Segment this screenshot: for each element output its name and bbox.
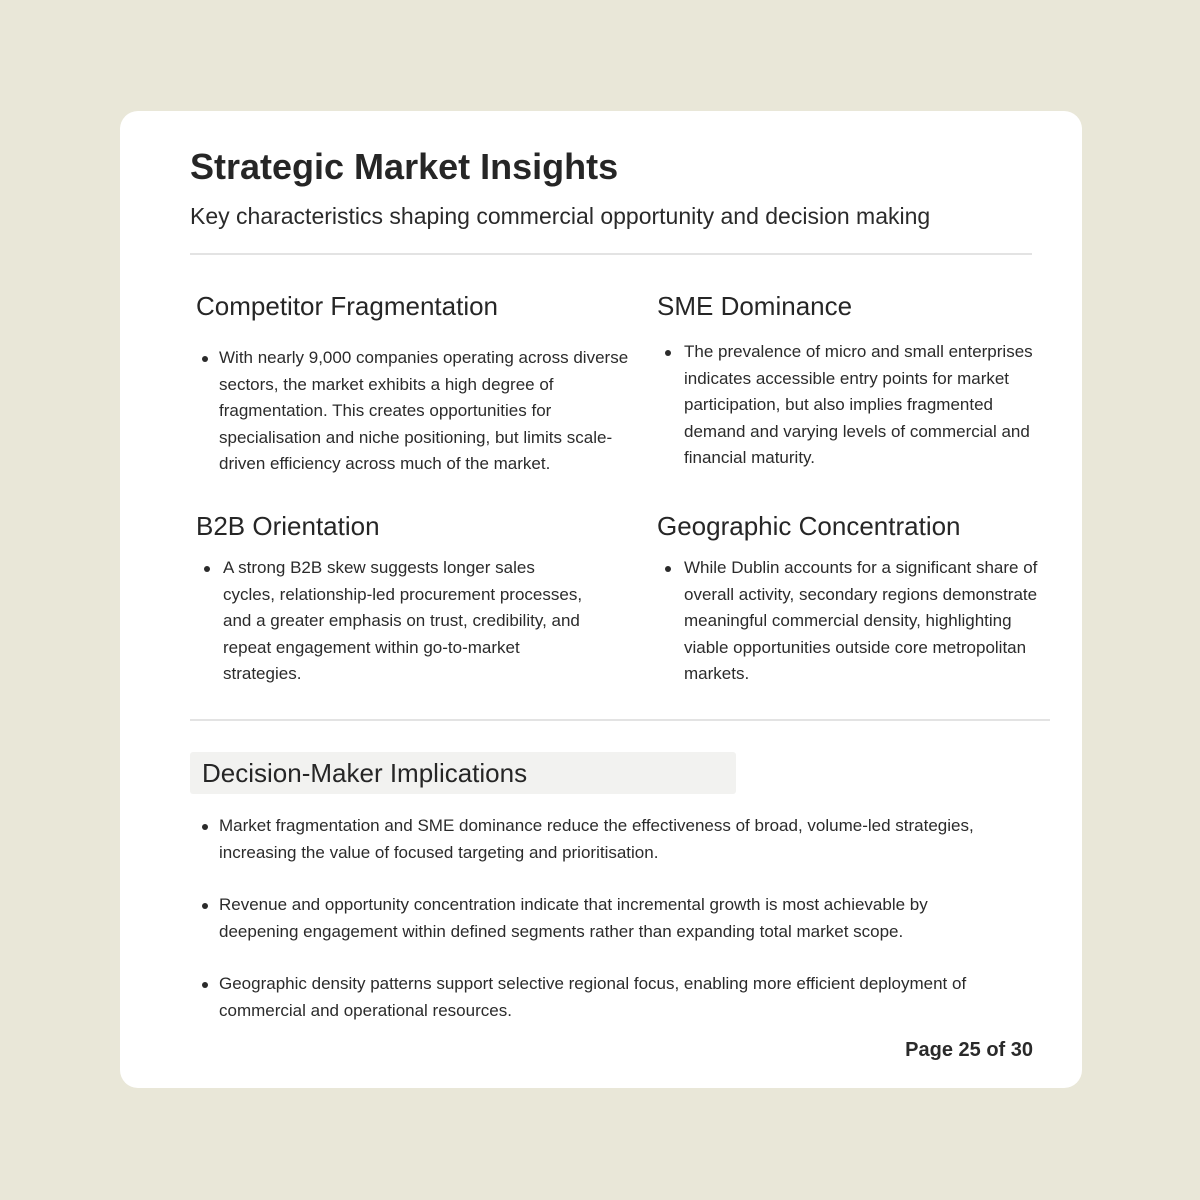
section-heading: B2B Orientation [196,511,380,541]
list-item-text: Revenue and opportunity concentration indicate that incremental growth is most achievable by deepening engagement within defined segments rather than expanding total market scope. [219,895,928,941]
bullet-list [657,339,1047,472]
implications-list [196,813,996,1050]
bullet-dot [202,356,208,362]
list-item [657,339,1039,472]
implications-heading: Decision-Maker Implications [202,758,528,788]
bullet-list [196,555,616,688]
list-item [196,555,591,688]
bullet-dot [665,350,671,356]
section-heading: Competitor Fragmentation [196,291,499,321]
bullet-list [196,345,636,478]
page-number: Page 25 of 30 [905,1039,1033,1061]
bullet-list [657,555,1047,688]
list-item-text: Market fragmentation and SME dominance reduce the effectiveness of broad, volume-led strategies, increasing the value of focused targeting and prioritisation. [219,816,974,862]
list-item [196,971,996,1024]
bullet-dot [202,824,208,830]
section-b2b-orientation [196,509,616,688]
page-title: Strategic Market Insights [190,146,619,187]
list-item [196,813,996,866]
section-geographic-concentration [657,509,1047,688]
list-item-text: With nearly 9,000 companies operating across diverse sectors, the market exhibits a high degree of fragmentation. This creates opportunities for specialisation and niche positioning, but limits scale-driven efficiency across much of the market. [219,348,629,473]
list-item [657,555,1039,688]
list-item [196,892,996,945]
header-divider [190,253,1032,255]
section-competitor-fragmentation [196,289,636,478]
list-item [196,345,629,478]
section-sme-dominance [657,289,1047,472]
bullet-dot [202,982,208,988]
list-item-text: While Dublin accounts for a significant share of overall activity, secondary regions demonstrate meaningful commercial density, highlighting viable opportunities outside core metropolitan markets. [684,558,1038,683]
list-item-text: Geographic density patterns support selective regional focus, enabling more efficient deployment of commercial and operational resources. [219,974,967,1020]
section-heading: SME Dominance [657,291,853,321]
bullet-dot [665,566,671,572]
bullet-dot [204,566,210,572]
page-subtitle: Key characteristics shaping commercial opportunity and decision making [190,203,931,229]
slide-card [120,111,1082,1088]
list-item-text: The prevalence of micro and small enterprises indicates accessible entry points for market participation, but also implies fragmented demand and varying levels of commercial and financial maturity. [684,342,1033,467]
list-item-text: A strong B2B skew suggests longer sales cycles, relationship-led procurement processes, and a greater emphasis on trust, credibility, and repeat engagement within go-to-market strategies. [223,558,583,683]
bullet-dot [202,903,208,909]
section-divider [190,719,1050,721]
implications-heading-bar [190,752,736,794]
section-heading: Geographic Concentration [657,511,961,541]
